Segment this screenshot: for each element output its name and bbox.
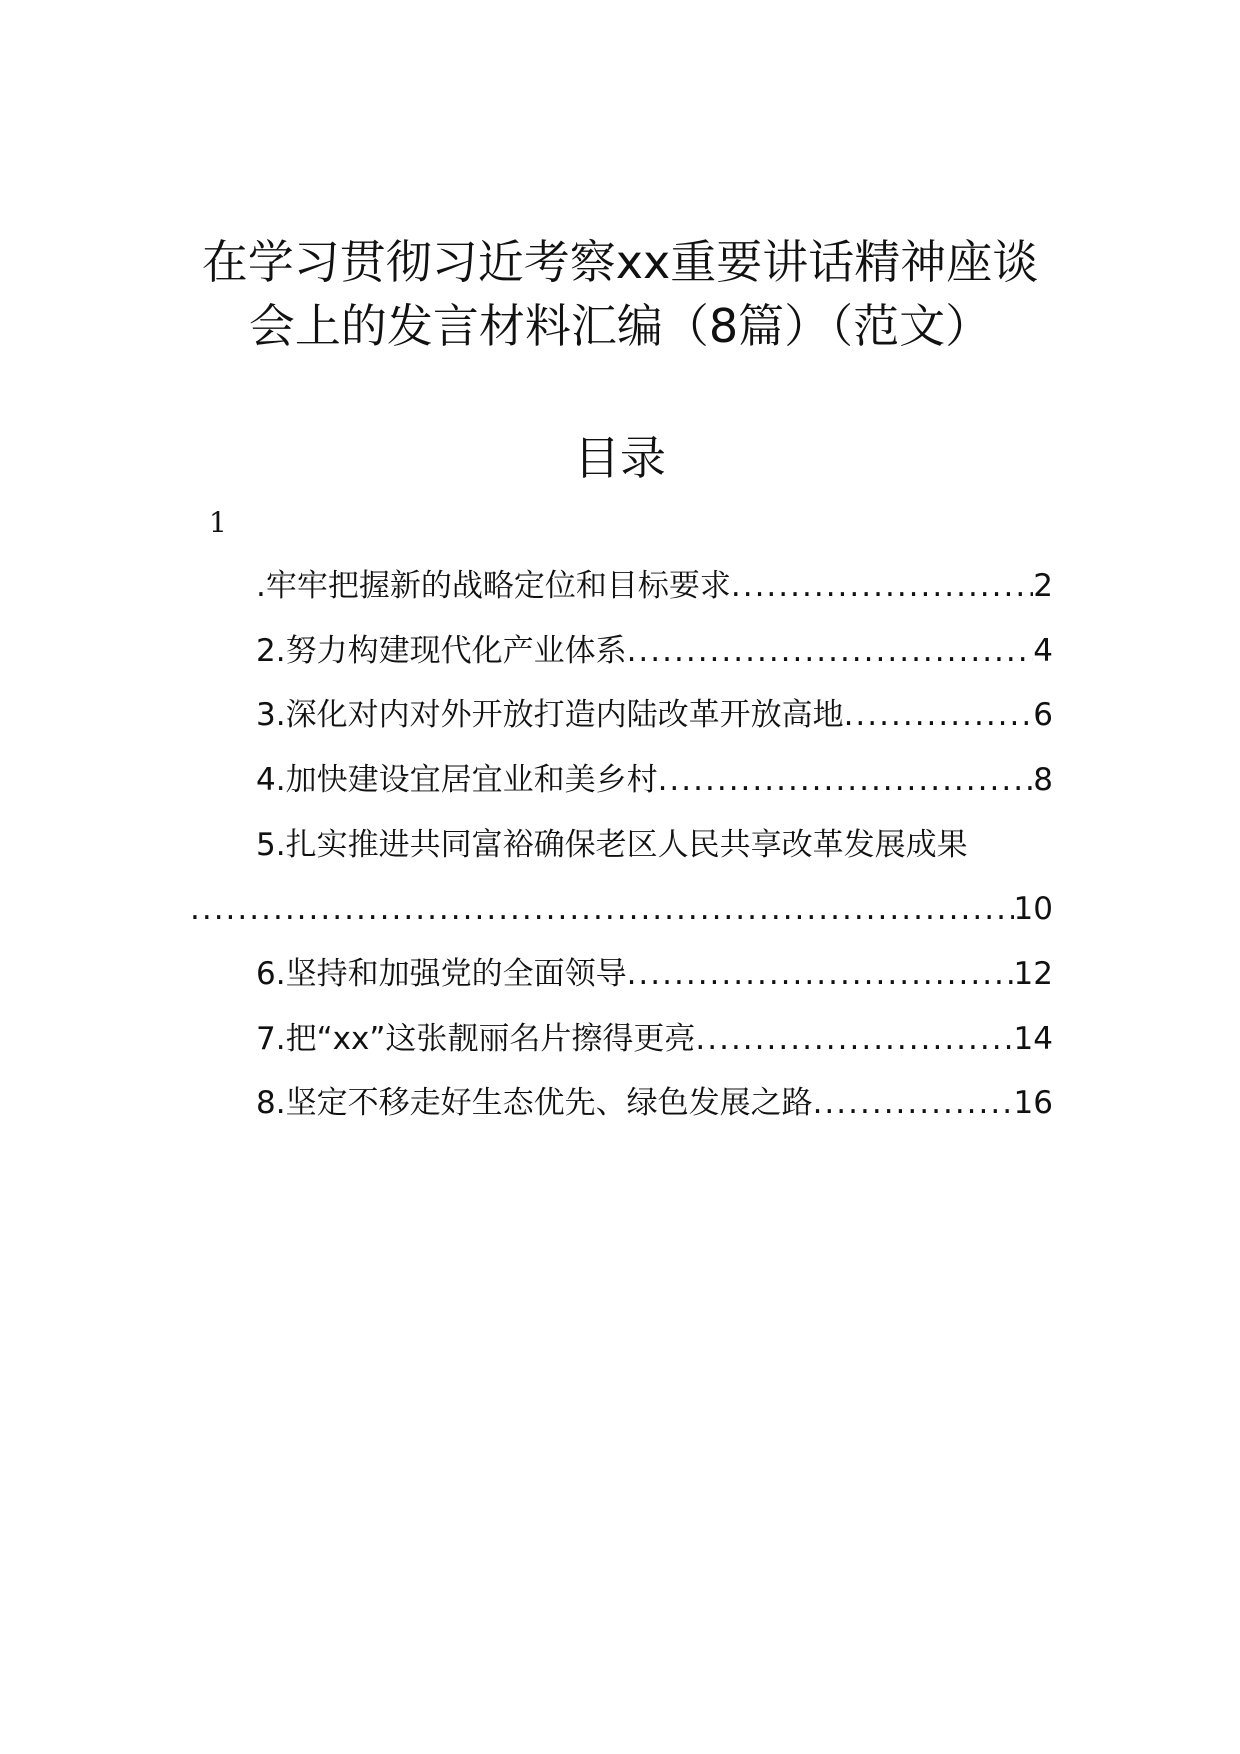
- page-marker: 1: [209, 506, 227, 539]
- toc-dot-leader: [813, 1083, 1014, 1123]
- toc-entry-wrapped-label[interactable]: 5.扎实推进共同富裕确保老区人民共享改革发展成果: [256, 827, 968, 863]
- toc-entry-wrapped-leader[interactable]: [190, 889, 1053, 929]
- toc-dot-leader: [695, 1019, 1013, 1059]
- toc-dot-leader: [190, 889, 1014, 929]
- toc-entry-label: 4.加快建设宜居宜业和美乡村: [256, 762, 658, 798]
- toc-entry-label: 7.把“xx”这张靓丽名片擦得更亮: [256, 1021, 696, 1057]
- toc-entry-label: .牢牢把握新的战略定位和目标要求: [256, 568, 731, 604]
- toc-entry-label: 8.坚定不移走好生态优先、绿色发展之路: [256, 1085, 813, 1121]
- toc-entry[interactable]: [256, 566, 1053, 606]
- toc-entry-label: 6.坚持和加强党的全面领导: [256, 956, 627, 992]
- toc-entry-page: 14: [1013, 1021, 1053, 1057]
- toc-entry-page: 12: [1013, 956, 1053, 992]
- toc-dot-leader: [658, 760, 1034, 800]
- toc-entry[interactable]: [256, 760, 1053, 800]
- toc-heading: 目录: [574, 431, 666, 485]
- toc-entry[interactable]: [256, 954, 1053, 994]
- toc-entry-page: 10: [1013, 891, 1053, 927]
- toc-entry[interactable]: [256, 1083, 1053, 1123]
- toc-entry[interactable]: [256, 695, 1053, 735]
- toc-dot-leader: [627, 631, 1034, 671]
- toc-entry-page: 4: [1033, 633, 1053, 669]
- document-title-line-2: 会上的发言材料汇编（8篇）（范文）: [248, 299, 992, 353]
- toc-entry-label: 3.深化对内对外开放打造内陆改革开放高地: [256, 697, 844, 733]
- toc-dot-leader: [844, 695, 1034, 735]
- toc-entry-label: 2.努力构建现代化产业体系: [256, 633, 627, 669]
- toc-entry-page: 2: [1033, 568, 1053, 604]
- toc-entry-page: 6: [1033, 697, 1053, 733]
- toc-dot-leader: [731, 566, 1033, 606]
- toc-entry-page: 16: [1013, 1085, 1053, 1121]
- toc-entry[interactable]: [256, 631, 1053, 671]
- toc-entry-page: 8: [1033, 762, 1053, 798]
- toc-dot-leader: [627, 954, 1014, 994]
- toc-entry[interactable]: [256, 1019, 1053, 1059]
- document-title-line-1: 在学习贯彻习近考察xx重要讲话精神座谈: [201, 235, 1039, 289]
